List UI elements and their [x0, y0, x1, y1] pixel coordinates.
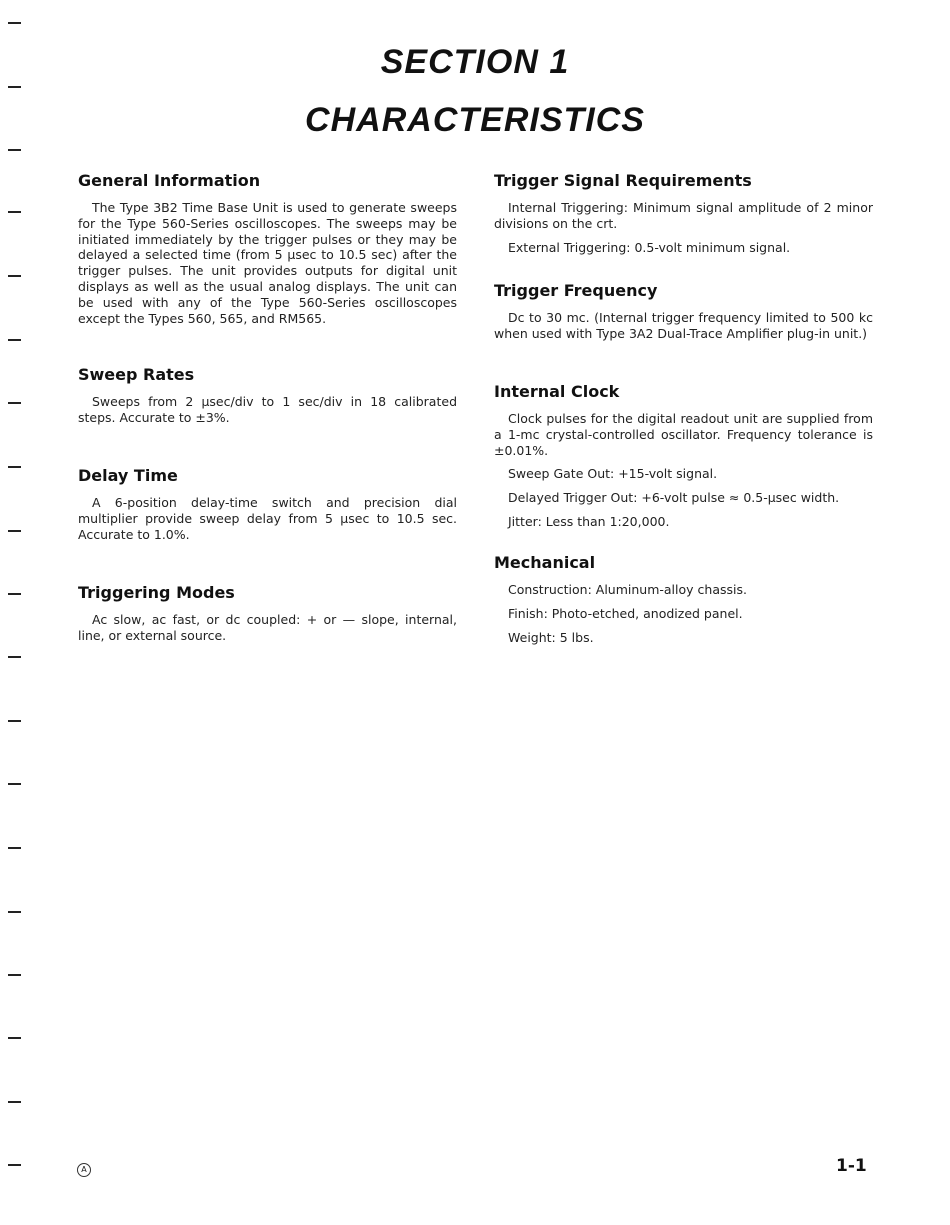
margin-mark [8, 1101, 21, 1103]
triggering-modes-section [78, 583, 457, 644]
delay-time-text: A 6-position delay-time switch and precision dial multiplier provide sweep delay from 5 µsec to 10.5 sec. Accurate to 1.0%. [78, 495, 457, 542]
delayed-trigger-text: Delayed Trigger Out: +6-volt pulse ≈ 0.5-µsec width. [508, 490, 840, 506]
margin-mark [8, 86, 21, 88]
margin-mark [8, 1037, 21, 1039]
delay-time-section [78, 466, 457, 542]
triggering-modes-text: Ac slow, ac fast, or dc coupled: + or — slope, internal, line, or external source. [78, 612, 457, 643]
finish-text: Finish: Photo-etched, anodized panel. [508, 605, 743, 621]
margin-mark [8, 339, 21, 341]
trigger-frequency-heading: Trigger Frequency [494, 281, 658, 300]
mechanical-section [494, 553, 873, 645]
margin-mark [8, 911, 21, 913]
internal-clock-text: Clock pulses for the digital readout unit are supplied from a 1-mc crystal-controlled oscillator. Frequency tolerance is ±0.01%. [494, 411, 873, 458]
margin-mark [8, 1164, 21, 1166]
margin-mark [8, 720, 21, 722]
margin-mark [8, 211, 21, 213]
margin-mark [8, 466, 21, 468]
margin-mark [8, 847, 21, 849]
section-subtitle: CHARACTERISTICS [305, 101, 645, 139]
tektronix-logo: A [77, 1163, 91, 1177]
general-information-section [78, 171, 457, 326]
internal-triggering-text: Internal Triggering: Minimum signal amplitude of 2 minor divisions on the crt. [494, 200, 873, 231]
page-number: 1-1 [836, 1156, 867, 1176]
mechanical-heading: Mechanical [494, 553, 596, 572]
delay-time-heading: Delay Time [78, 466, 178, 485]
margin-mark [8, 149, 21, 151]
margin-mark [8, 402, 21, 404]
margin-mark [8, 974, 21, 976]
margin-mark [8, 783, 21, 785]
sweep-rates-section [78, 365, 457, 426]
margin-mark [8, 22, 21, 24]
sweep-rates-text: Sweeps from 2 µsec/div to 1 sec/div in 18 calibrated steps. Accurate to ±3%. [78, 394, 457, 425]
trigger-signal-heading: Trigger Signal Requirements [494, 171, 752, 190]
trigger-signal-section [494, 171, 873, 255]
jitter-text: Jitter: Less than 1:20,000. [508, 513, 670, 529]
sweep-gate-text: Sweep Gate Out: +15-volt signal. [508, 466, 718, 482]
sweep-rates-heading: Sweep Rates [78, 365, 195, 384]
general-information-heading: General Information [78, 171, 261, 190]
triggering-modes-heading: Triggering Modes [78, 583, 235, 602]
margin-mark [8, 275, 21, 277]
trigger-frequency-section [494, 281, 873, 342]
external-triggering-text: External Triggering: 0.5-volt minimum signal. [508, 239, 791, 255]
margin-mark [8, 656, 21, 658]
section-title: SECTION 1 [380, 43, 570, 81]
trigger-frequency-text: Dc to 30 mc. (Internal trigger frequency limited to 500 kc when used with Type 3A2 Dual-Trace Amplifier plug-in unit.) [494, 310, 873, 341]
construction-text: Construction: Aluminum-alloy chassis. [508, 582, 747, 597]
internal-clock-heading: Internal Clock [494, 382, 620, 401]
margin-mark [8, 593, 21, 595]
weight-text: Weight: 5 lbs. [508, 629, 594, 645]
internal-clock-section [494, 382, 873, 530]
general-information-text: The Type 3B2 Time Base Unit is used to generate sweeps for the Type 560-Series oscilloscopes. The sweeps may be initiated immediately by the trigger pulses or they may be delayed a selected time (from 5 µsec to 10.5 sec) after the trigger pulses. The unit provides outputs for digital unit displays as well as the usual analog displays. The unit can be used with any of the Type 560-Series oscilloscopes except the Types 560, 565, and RM565. [78, 200, 457, 326]
margin-mark [8, 530, 21, 532]
